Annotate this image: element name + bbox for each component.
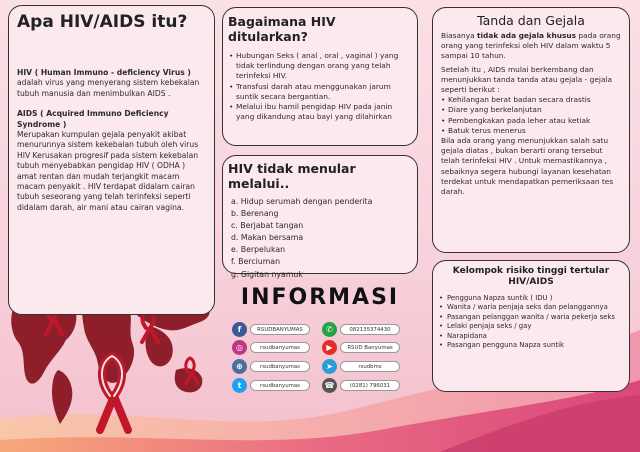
panel-title: Bagaimana HIV ditularkan? (228, 14, 336, 44)
list-item: • Narapidana (439, 332, 623, 341)
twitter-icon: t (232, 378, 247, 393)
panel-title: Apa HIV/AIDS itu? (17, 12, 188, 32)
list-item: e. Berpelukan (231, 245, 286, 255)
list-item: b. Berenang (231, 209, 279, 219)
intro-post: pada orang orang yang terinfeksi oleh HIV dalam waktu 5 sampai 10 tahun. (441, 31, 621, 61)
contact-value: rsudbanyumas (250, 361, 310, 372)
list-item: c. Berjabat tangan (231, 221, 304, 231)
intro-pre: Biasanya (441, 31, 477, 40)
outro-text: Bila ada orang yang menunjukkan salah satu gejala diatas , bukan berarti orang tersebut telah terinfeksi HIV . Untuk memastikannya , sebaiknya segera hubungi layanan kesehatan terdekat untuk mendapatkan pemeriksaan tes darah. (441, 136, 614, 197)
contact-value: rsudbanyumas (250, 380, 310, 391)
not-transmitted-list (223, 191, 417, 281)
contact-facebook[interactable] (232, 322, 310, 337)
list-item: • Lelaki penjaja seks / gay (439, 322, 623, 331)
contact-telegram[interactable] (322, 359, 400, 374)
panel-what-is-hiv-aids (8, 5, 215, 315)
list-item: • Pengguna Napza suntik ( IDU ) (439, 294, 623, 303)
list-item: d. Makan bersama (231, 233, 304, 243)
contact-whatsapp[interactable] (322, 322, 400, 337)
panel-risk-groups (432, 260, 630, 392)
list-item: • Diare yang berkelanjutan (441, 105, 621, 115)
risk-group-list (433, 288, 629, 350)
contact-value: RSUD Banyumas (340, 342, 400, 353)
list-item: f. Berciuman (231, 257, 281, 267)
contact-value: rsudbanyumas (250, 342, 310, 353)
informasi-title: INFORMASI (240, 285, 400, 310)
list-item: • Wanita / waria penjaja seks dan pelanggannya (439, 303, 623, 312)
hiv-term: HIV ( Human Immuno - deficiency Virus ) (17, 68, 191, 77)
contact-value: 082135374430 (340, 324, 400, 335)
panel-body (9, 32, 214, 213)
list-item: • Pembengkakan pada leher atau ketiak (441, 116, 621, 126)
panel-signs-symptoms (432, 7, 630, 253)
contact-twitter[interactable] (232, 378, 310, 393)
panel-title: Tanda dan Gejala (477, 13, 585, 28)
list-item: g. Gigitan nyamuk (231, 269, 303, 279)
instagram-icon: ◎ (232, 340, 247, 355)
list-item: • Hubungan Seks ( anal , oral , vaginal ) yang tidak terlindung dengan orang yang telah terinfeksi HIV. (229, 51, 411, 82)
list-item: • Melalui ibu hamil pengidap HIV pada janin yang dikandung atau bayi yang dilahirkan (229, 102, 411, 122)
list-item: • Transfusi darah atau menggunakan jarum suntik secara bergantian. (229, 82, 411, 102)
aids-term: AIDS ( Acquired Immuno Deficiency Syndrome ) (17, 109, 169, 129)
contact-value: (0281) 796031 (340, 380, 400, 391)
contact-phone[interactable] (322, 378, 400, 393)
facebook-icon: f (232, 322, 247, 337)
contact-value: RSUDBANYUMAS (250, 324, 310, 335)
intro-bold: tidak ada gejala khusus (476, 31, 577, 40)
hiv-definition: adalah virus yang menyerang sistem kebekalan tubuh manusia dan menimbulkan AIDS . (17, 78, 200, 98)
web-icon: ⊕ (232, 359, 247, 374)
list-item: • Pasangan pengguna Napza suntik (439, 341, 623, 350)
contact-instagram[interactable] (232, 340, 310, 355)
panel-transmission (222, 7, 418, 146)
contact-youtube[interactable] (322, 340, 400, 355)
phone-icon: ☎ (322, 378, 337, 393)
contact-web[interactable] (232, 359, 310, 374)
list-item: • Batuk terus menerus (441, 126, 621, 136)
list-item: a. Hidup serumah dengan penderita (231, 197, 373, 206)
list-item: • Kehilangan berat badan secara drastis (441, 95, 621, 105)
transmission-list (223, 44, 417, 122)
whatsapp-icon: ✆ (322, 322, 337, 337)
panel-not-transmitted (222, 155, 418, 279)
youtube-icon: ▶ (322, 340, 337, 355)
intro-text (433, 28, 629, 62)
intro-text-2: Setelah itu , AIDS mulai berkembang dan menunjukkan tanda tanda atau gejala - gejala seperti berikut : (441, 64, 613, 95)
symptom-list (433, 95, 629, 136)
aids-definition: Merupakan kumpulan gejala penyakit akibat menurunnya sistem kekebalan tubuh oleh virus HIV Kerusakan progresif pada sistem kekebalan tubuh menyebabkan pengidap HIV ( ODHA ) amat rentan dan mudah terjangkit macam macam penyakit . HIV terdapat didalam cairan tubuh seseorang yang telah terinfeksi seperti didalam darah, air mani atau cairan vagina. (17, 130, 199, 212)
telegram-icon: ➤ (322, 359, 337, 374)
panel-title: Kelompok risiko tinggi tertular HIV/AIDS (452, 266, 610, 287)
list-item: • Pasangan pelanggan wanita / waria pekerja seks (439, 313, 623, 322)
panel-title: HIV tidak menular melalui.. (228, 161, 356, 191)
contact-value: rsudbms (340, 361, 400, 372)
